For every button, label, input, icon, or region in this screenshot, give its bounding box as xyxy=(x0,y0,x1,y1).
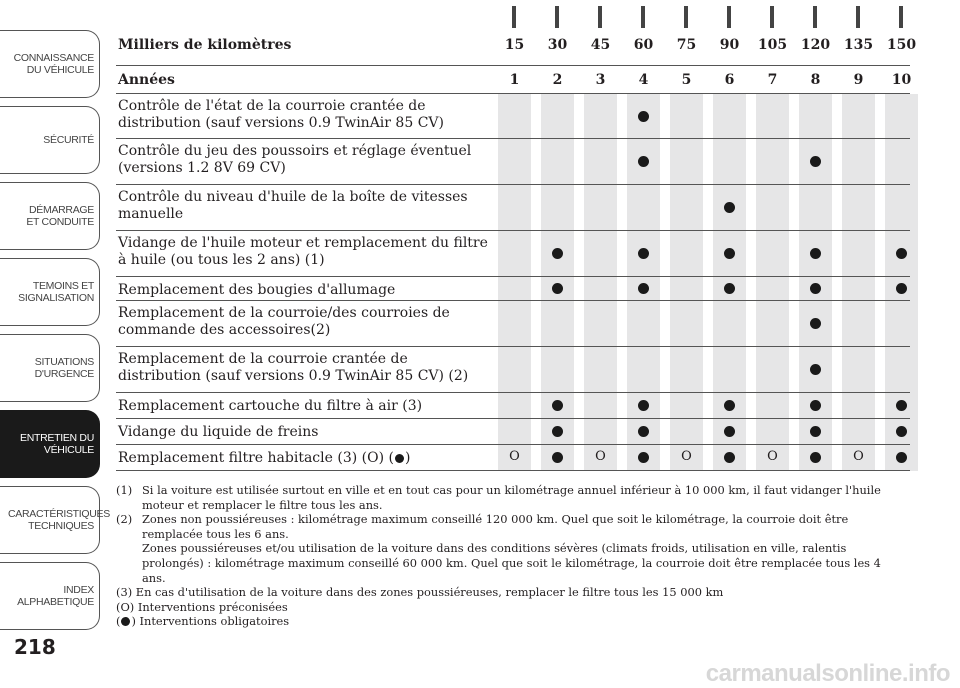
tab-connaissance-du-vehicule[interactable]: CONNAISSANCE DU VÉHICULE xyxy=(0,30,100,98)
recommended-mark: O xyxy=(853,449,864,464)
row-label-text: Vidange du liquide de freins xyxy=(118,424,319,440)
footnote-1: (1) Si la voiture est utilisée surtout en ville et en tout cas pour un kilométrage annuel inférieur à 10 000 km, il faut vidanger l'huile moteur et remplacer le filtre tous les ans. xyxy=(116,483,881,512)
mandatory-dot xyxy=(552,452,563,463)
column-marker xyxy=(512,6,516,28)
table-row xyxy=(116,347,910,393)
row-label-text: Contrôle de l'état de la courroie crantée de distribution (sauf versions 0.9 TwinAir 85 CV) xyxy=(118,98,444,131)
year-value: 6 xyxy=(724,72,735,88)
mandatory-dot xyxy=(638,452,649,463)
mandatory-dot xyxy=(638,111,649,122)
tab-situations-d-urgence[interactable]: SITUATIONS D'URGENCE xyxy=(0,334,100,402)
mandatory-dot xyxy=(638,426,649,437)
row-label xyxy=(118,98,488,132)
table-row xyxy=(116,94,910,139)
footnotes xyxy=(116,483,906,629)
column-marker xyxy=(598,6,602,28)
row-label xyxy=(118,424,488,441)
column-marker xyxy=(727,6,731,28)
year-value: 10 xyxy=(891,72,912,88)
mandatory-dot xyxy=(638,400,649,411)
tab-entretien-du-vehicule[interactable]: ENTRETIEN DU VÉHICULE xyxy=(0,410,100,478)
table-row xyxy=(116,419,910,445)
year-value: 2 xyxy=(552,72,563,88)
mandatory-dot xyxy=(552,248,563,259)
mandatory-dot xyxy=(896,426,907,437)
row-label xyxy=(118,282,488,299)
tab-securite[interactable]: SÉCURITÉ xyxy=(0,106,100,174)
year-value: 8 xyxy=(810,72,821,88)
mandatory-dot xyxy=(552,400,563,411)
km-value: 105 xyxy=(757,37,788,53)
mandatory-dot xyxy=(552,426,563,437)
column-marker xyxy=(899,6,903,28)
mandatory-dot xyxy=(810,400,821,411)
years-header-label: Années xyxy=(118,72,175,88)
mandatory-dot xyxy=(552,283,563,294)
km-value: 30 xyxy=(547,37,568,53)
table-row xyxy=(116,445,910,471)
table-row xyxy=(116,231,910,277)
mandatory-dot xyxy=(638,283,649,294)
row-label-text: Remplacement des bougies d'allumage xyxy=(118,282,396,298)
footnote-3: (3) En cas d'utilisation de la voiture dans des zones poussiéreuses, remplacer le filtre tous les 15 000 km xyxy=(116,585,724,600)
year-value: 1 xyxy=(509,72,520,88)
mandatory-dot xyxy=(810,318,821,329)
row-label xyxy=(118,398,488,415)
row-label xyxy=(118,143,488,177)
mandatory-dot xyxy=(896,248,907,259)
km-value: 150 xyxy=(886,37,917,53)
tab-index-alphabetique[interactable]: INDEX ALPHABETIQUE xyxy=(0,562,100,630)
mandatory-dot xyxy=(638,248,649,259)
table-row xyxy=(116,185,910,231)
column-marker xyxy=(813,6,817,28)
tab-demarrage-et-conduite[interactable]: DÉMARRAGE ET CONDUITE xyxy=(0,182,100,250)
km-value: 15 xyxy=(504,37,525,53)
recommended-mark: O xyxy=(509,449,520,464)
column-marker xyxy=(770,6,774,28)
year-value: 7 xyxy=(767,72,778,88)
column-marker xyxy=(641,6,645,28)
row-label xyxy=(118,351,488,385)
mandatory-dot xyxy=(896,400,907,411)
km-value: 120 xyxy=(800,37,831,53)
legend-mandatory: ( ) Interventions obligatoires xyxy=(116,614,290,629)
mandatory-dot xyxy=(724,400,735,411)
mandatory-dot xyxy=(896,452,907,463)
tab-caracteristiques-techniques[interactable]: CARACTÉRISTIQUES TECHNIQUES xyxy=(0,486,100,554)
mandatory-dot xyxy=(638,156,649,167)
table-row xyxy=(116,277,910,301)
km-value: 90 xyxy=(719,37,740,53)
row-label xyxy=(118,235,488,269)
row-label-text: Remplacement cartouche du filtre à air (3) xyxy=(118,398,423,414)
table-row xyxy=(116,139,910,185)
mandatory-dot xyxy=(810,156,821,167)
watermark: carmanualsonline.info xyxy=(705,660,950,687)
legend-recommended: (O) Interventions préconisées xyxy=(116,599,288,614)
page-number: 218 xyxy=(14,635,56,659)
mandatory-dot xyxy=(810,426,821,437)
recommended-mark: O xyxy=(767,449,778,464)
mandatory-dot xyxy=(724,248,735,259)
km-value: 75 xyxy=(676,37,697,53)
mandatory-dot xyxy=(810,364,821,375)
recommended-mark: O xyxy=(595,449,606,464)
dot-icon xyxy=(395,454,404,463)
km-value: 60 xyxy=(633,37,654,53)
mandatory-dot xyxy=(724,452,735,463)
km-value: 45 xyxy=(590,37,611,53)
row-label xyxy=(118,305,488,339)
column-marker xyxy=(856,6,860,28)
chapter-sidebar xyxy=(0,0,110,686)
mandatory-dot xyxy=(724,426,735,437)
km-header-row xyxy=(116,30,917,66)
mandatory-dot xyxy=(810,248,821,259)
row-label-text: Contrôle du jeu des poussoirs et réglage éventuel (versions 1.2 8V 69 CV) xyxy=(118,143,472,176)
column-marker xyxy=(684,6,688,28)
footnote-2b: Zones poussiéreuses et/ou utilisation de la voiture dans des conditions sévères (climats froids, utilisation en ville, ralentis prolongés) : kilométrage maximum conseillé 60 000 km. Quel que soit le kilométrage, la courroie doit être remplacée tous les 4 ans. xyxy=(142,541,881,585)
row-label-text: Remplacement filtre habitacle (3) (O) ( xyxy=(118,450,394,466)
row-label-text: Contrôle du niveau d'huile de la boîte de vitesses manuelle xyxy=(118,189,468,222)
tab-temoins-et-signalisation[interactable]: TEMOINS ET SIGNALISATION xyxy=(0,258,100,326)
row-label-suffix: ) xyxy=(404,450,411,466)
mandatory-dot xyxy=(724,202,735,213)
row-label-text: Remplacement de la courroie/des courroies de commande des accessoires(2) xyxy=(118,305,450,338)
recommended-mark: O xyxy=(681,449,692,464)
km-header-label: Milliers de kilomètres xyxy=(118,37,292,53)
years-header-row xyxy=(116,66,910,94)
mandatory-dot xyxy=(810,452,821,463)
row-label-text: Remplacement de la courroie crantée de distribution (sauf versions 0.9 TwinAir 85 CV) (2) xyxy=(118,351,469,384)
year-value: 4 xyxy=(638,72,649,88)
year-value: 9 xyxy=(853,72,864,88)
row-label-text: Vidange de l'huile moteur et remplacement du filtre à huile (ou tous les 2 ans) (1) xyxy=(118,235,488,268)
mandatory-dot xyxy=(810,283,821,294)
km-value: 135 xyxy=(843,37,874,53)
table-row xyxy=(116,393,910,419)
column-marker xyxy=(555,6,559,28)
row-label xyxy=(118,450,488,467)
year-value: 5 xyxy=(681,72,692,88)
table-row xyxy=(116,301,910,347)
year-value: 3 xyxy=(595,72,606,88)
dot-icon xyxy=(121,617,130,626)
row-label xyxy=(118,189,488,223)
mandatory-dot xyxy=(724,283,735,294)
mandatory-dot xyxy=(896,283,907,294)
footnote-2: (2) Zones non poussiéreuses : kilométrage maximum conseillé 120 000 km. Quel que soit le kilométrage, la courroie doit être remplacée tous les 6 ans. xyxy=(116,512,849,541)
